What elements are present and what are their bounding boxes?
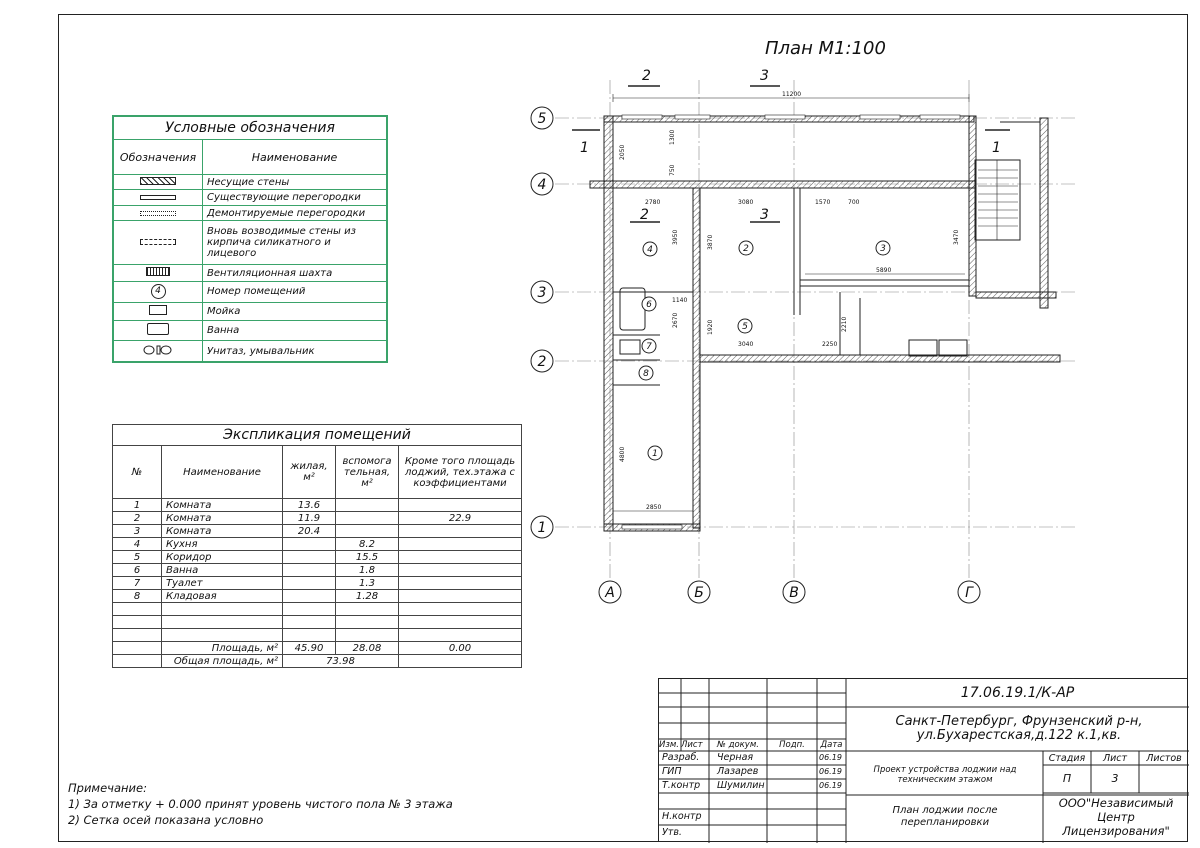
dimension-label: 1140 xyxy=(672,297,688,304)
dimension-label: 2210 xyxy=(841,316,848,332)
legend-col-symbol: Обозначения xyxy=(114,140,203,175)
row-living: 20.4 xyxy=(283,525,336,538)
sign-date: 06.19 xyxy=(819,767,842,776)
dimension-label: 2250 xyxy=(822,341,838,348)
col-number: № xyxy=(113,446,162,499)
axis-label: 1 xyxy=(537,520,547,536)
row-loggia xyxy=(399,538,522,551)
row-living xyxy=(283,538,336,551)
legend-table xyxy=(112,115,388,363)
row-name: Комната xyxy=(162,499,283,512)
row-aux: 8.2 xyxy=(336,538,399,551)
legend-item: Ванна xyxy=(203,320,387,341)
area-label: Площадь, м² xyxy=(162,642,283,655)
dimension-label: 2850 xyxy=(646,504,662,511)
organization: ООО"Независимый Центр Лицензирования" xyxy=(1058,796,1174,838)
floor-plan xyxy=(520,60,1080,620)
sign-date: 06.19 xyxy=(819,753,842,762)
room-number: 8 xyxy=(643,369,649,379)
room-number: 1 xyxy=(652,449,658,459)
dimension-label: 2670 xyxy=(672,312,679,328)
explication-row xyxy=(113,499,522,512)
room-number: 3 xyxy=(880,244,886,254)
legend-item: Несущие стены xyxy=(203,175,387,190)
row-loggia xyxy=(399,590,522,603)
room-number: 7 xyxy=(646,342,652,352)
axis-label: 3 xyxy=(537,285,547,301)
stage-label: Стадия xyxy=(1048,753,1086,764)
explication-row xyxy=(113,525,522,538)
row-name: Туалет xyxy=(162,577,283,590)
legend-item: Мойка xyxy=(203,302,387,320)
room-number: 2 xyxy=(743,244,749,254)
explication-row xyxy=(113,577,522,590)
dimension-label: 3470 xyxy=(953,229,960,245)
signer-name: Шумилин xyxy=(717,780,765,791)
axis-label: В xyxy=(789,585,799,601)
dimension-label: 2780 xyxy=(645,199,661,206)
explication-row xyxy=(113,512,522,525)
legend-item: Унитаз, умывальник xyxy=(203,341,387,362)
section-mark: 3 xyxy=(760,207,769,223)
row-living xyxy=(283,577,336,590)
dimension-label: 4800 xyxy=(619,446,626,462)
row-living xyxy=(283,551,336,564)
section-mark: 1 xyxy=(992,140,1001,156)
axis-label: 2 xyxy=(537,354,547,370)
dimension-label: 2050 xyxy=(619,144,626,160)
signer-name: Черная xyxy=(717,752,754,763)
row-name: Комната xyxy=(162,525,283,538)
row-living: 13.6 xyxy=(283,499,336,512)
note-line: 1) За отметку + 0.000 принят уровень чистого пола № 3 этажа xyxy=(68,797,453,811)
dimension-label: 1920 xyxy=(707,319,714,335)
row-living: 11.9 xyxy=(283,512,336,525)
axis-label: Б xyxy=(694,585,704,601)
toilet-washbasin-icon xyxy=(141,348,175,359)
bearing-wall-icon xyxy=(140,177,176,185)
room-number: 5 xyxy=(742,322,748,332)
sink-icon xyxy=(149,305,167,315)
title-block xyxy=(658,678,1188,842)
row-aux xyxy=(336,525,399,538)
section-mark: 3 xyxy=(760,68,769,84)
sheets-label: Листов xyxy=(1146,753,1182,764)
row-number: 6 xyxy=(113,564,162,577)
col-living: жилая, м² xyxy=(283,446,336,499)
row-name: Кухня xyxy=(162,538,283,551)
explication-row xyxy=(113,538,522,551)
row-number: 1 xyxy=(113,499,162,512)
total-value: 73.98 xyxy=(283,655,399,668)
sheet-label: Лист xyxy=(1102,753,1128,764)
row-aux: 1.3 xyxy=(336,577,399,590)
section-mark: 2 xyxy=(642,68,651,84)
explication-row xyxy=(113,551,522,564)
staircase xyxy=(978,160,1018,240)
stage-value: П xyxy=(1062,772,1072,785)
col-header: Подп. xyxy=(779,740,805,750)
col-header: № докум. xyxy=(717,740,759,750)
legend-col-name: Наименование xyxy=(203,140,387,175)
sign-date: 06.19 xyxy=(819,781,842,790)
dimension-label: 750 xyxy=(669,164,676,176)
legend-title: Условные обозначения xyxy=(114,117,387,140)
dimension-label: 3040 xyxy=(738,341,754,348)
role: Т.контр xyxy=(662,780,701,791)
role: Н.контр xyxy=(662,811,702,822)
area-loggia: 0.00 xyxy=(399,642,522,655)
sheet-value: 3 xyxy=(1111,772,1119,785)
room-number: 4 xyxy=(647,245,653,255)
row-number: 2 xyxy=(113,512,162,525)
area-living: 45.90 xyxy=(283,642,336,655)
row-aux xyxy=(336,499,399,512)
row-loggia: 22.9 xyxy=(399,512,522,525)
area-aux: 28.08 xyxy=(336,642,399,655)
role: ГИП xyxy=(662,766,682,777)
row-living xyxy=(283,564,336,577)
row-loggia xyxy=(399,564,522,577)
row-number: 4 xyxy=(113,538,162,551)
existing-partition-icon xyxy=(140,195,176,200)
explication-table xyxy=(112,424,522,680)
col-aux: вспомога тельная, м² xyxy=(336,446,399,499)
legend-item: Демонтируемые перегородки xyxy=(203,205,387,220)
room-number: 6 xyxy=(646,300,652,310)
dimension-label: 1300 xyxy=(669,129,676,145)
row-number: 7 xyxy=(113,577,162,590)
vent-shaft-icon xyxy=(146,267,170,276)
row-aux: 1.8 xyxy=(336,564,399,577)
legend-item: Вновь возводимые стены из кирпича силикатного и лицевого xyxy=(203,221,387,265)
explication-title: Экспликация помещений xyxy=(113,425,522,446)
dimension-lines xyxy=(613,94,969,511)
demolished-partition-icon xyxy=(140,211,176,216)
row-aux xyxy=(336,512,399,525)
explication-row xyxy=(113,590,522,603)
plan-title: План М1:100 xyxy=(765,38,886,59)
row-aux: 1.28 xyxy=(336,590,399,603)
axis-label: А xyxy=(605,585,615,601)
legend-item: Номер помещений xyxy=(203,282,387,303)
axis-label: 5 xyxy=(537,111,547,127)
dimension-label: 3870 xyxy=(707,234,714,250)
dimension-label: 3950 xyxy=(672,229,679,245)
sheet-title: План лоджии после перепланировки xyxy=(892,805,998,828)
row-loggia xyxy=(399,577,522,590)
drawing-code: 17.06.19.1/К-АР xyxy=(960,685,1075,701)
row-number: 8 xyxy=(113,590,162,603)
notes xyxy=(68,780,453,828)
row-name: Кладовая xyxy=(162,590,283,603)
row-name: Ванна xyxy=(162,564,283,577)
col-name: Наименование xyxy=(162,446,283,499)
col-header: Дата xyxy=(820,740,843,750)
row-number: 5 xyxy=(113,551,162,564)
explication-row xyxy=(113,564,522,577)
col-header: Лист xyxy=(681,740,703,750)
axis-label: Г xyxy=(965,585,973,601)
axis-label: 4 xyxy=(537,177,547,193)
signer-name: Лазарев xyxy=(717,766,759,777)
dimension-label: 11200 xyxy=(782,91,802,98)
room-number-icon: 4 xyxy=(151,284,166,299)
note-line: 2) Сетка осей показана условно xyxy=(68,813,264,827)
legend-item: Существующие перегородки xyxy=(203,190,387,205)
dimension-label: 1570 xyxy=(815,199,831,206)
new-wall-icon xyxy=(140,239,176,245)
row-number: 3 xyxy=(113,525,162,538)
dimension-label: 5890 xyxy=(876,267,892,274)
col-loggia: Кроме того площадь лоджий, тех.этажа с коэффициентами xyxy=(399,446,522,499)
section-mark: 1 xyxy=(580,140,589,156)
dimension-label: 3080 xyxy=(738,199,754,206)
address: Санкт-Петербург, Фрунзенский р-н, ул.Бухарестская,д.122 к.1,кв. xyxy=(895,714,1143,743)
notes-title: Примечание: xyxy=(68,781,147,795)
dimension-label: 700 xyxy=(848,199,860,206)
row-living xyxy=(283,590,336,603)
row-aux: 15.5 xyxy=(336,551,399,564)
row-loggia xyxy=(399,551,522,564)
legend-item: Вентиляционная шахта xyxy=(203,265,387,282)
bathtub-icon xyxy=(147,323,169,335)
total-label: Общая площадь, м² xyxy=(162,655,283,668)
role: Разраб. xyxy=(662,752,700,763)
project-name: Проект устройства лоджии над техническим этажом xyxy=(873,765,1017,785)
row-loggia xyxy=(399,499,522,512)
col-header: Изм. xyxy=(659,740,679,750)
role: Утв. xyxy=(662,827,682,838)
section-mark: 2 xyxy=(640,207,649,223)
row-name: Комната xyxy=(162,512,283,525)
row-loggia xyxy=(399,525,522,538)
row-name: Коридор xyxy=(162,551,283,564)
